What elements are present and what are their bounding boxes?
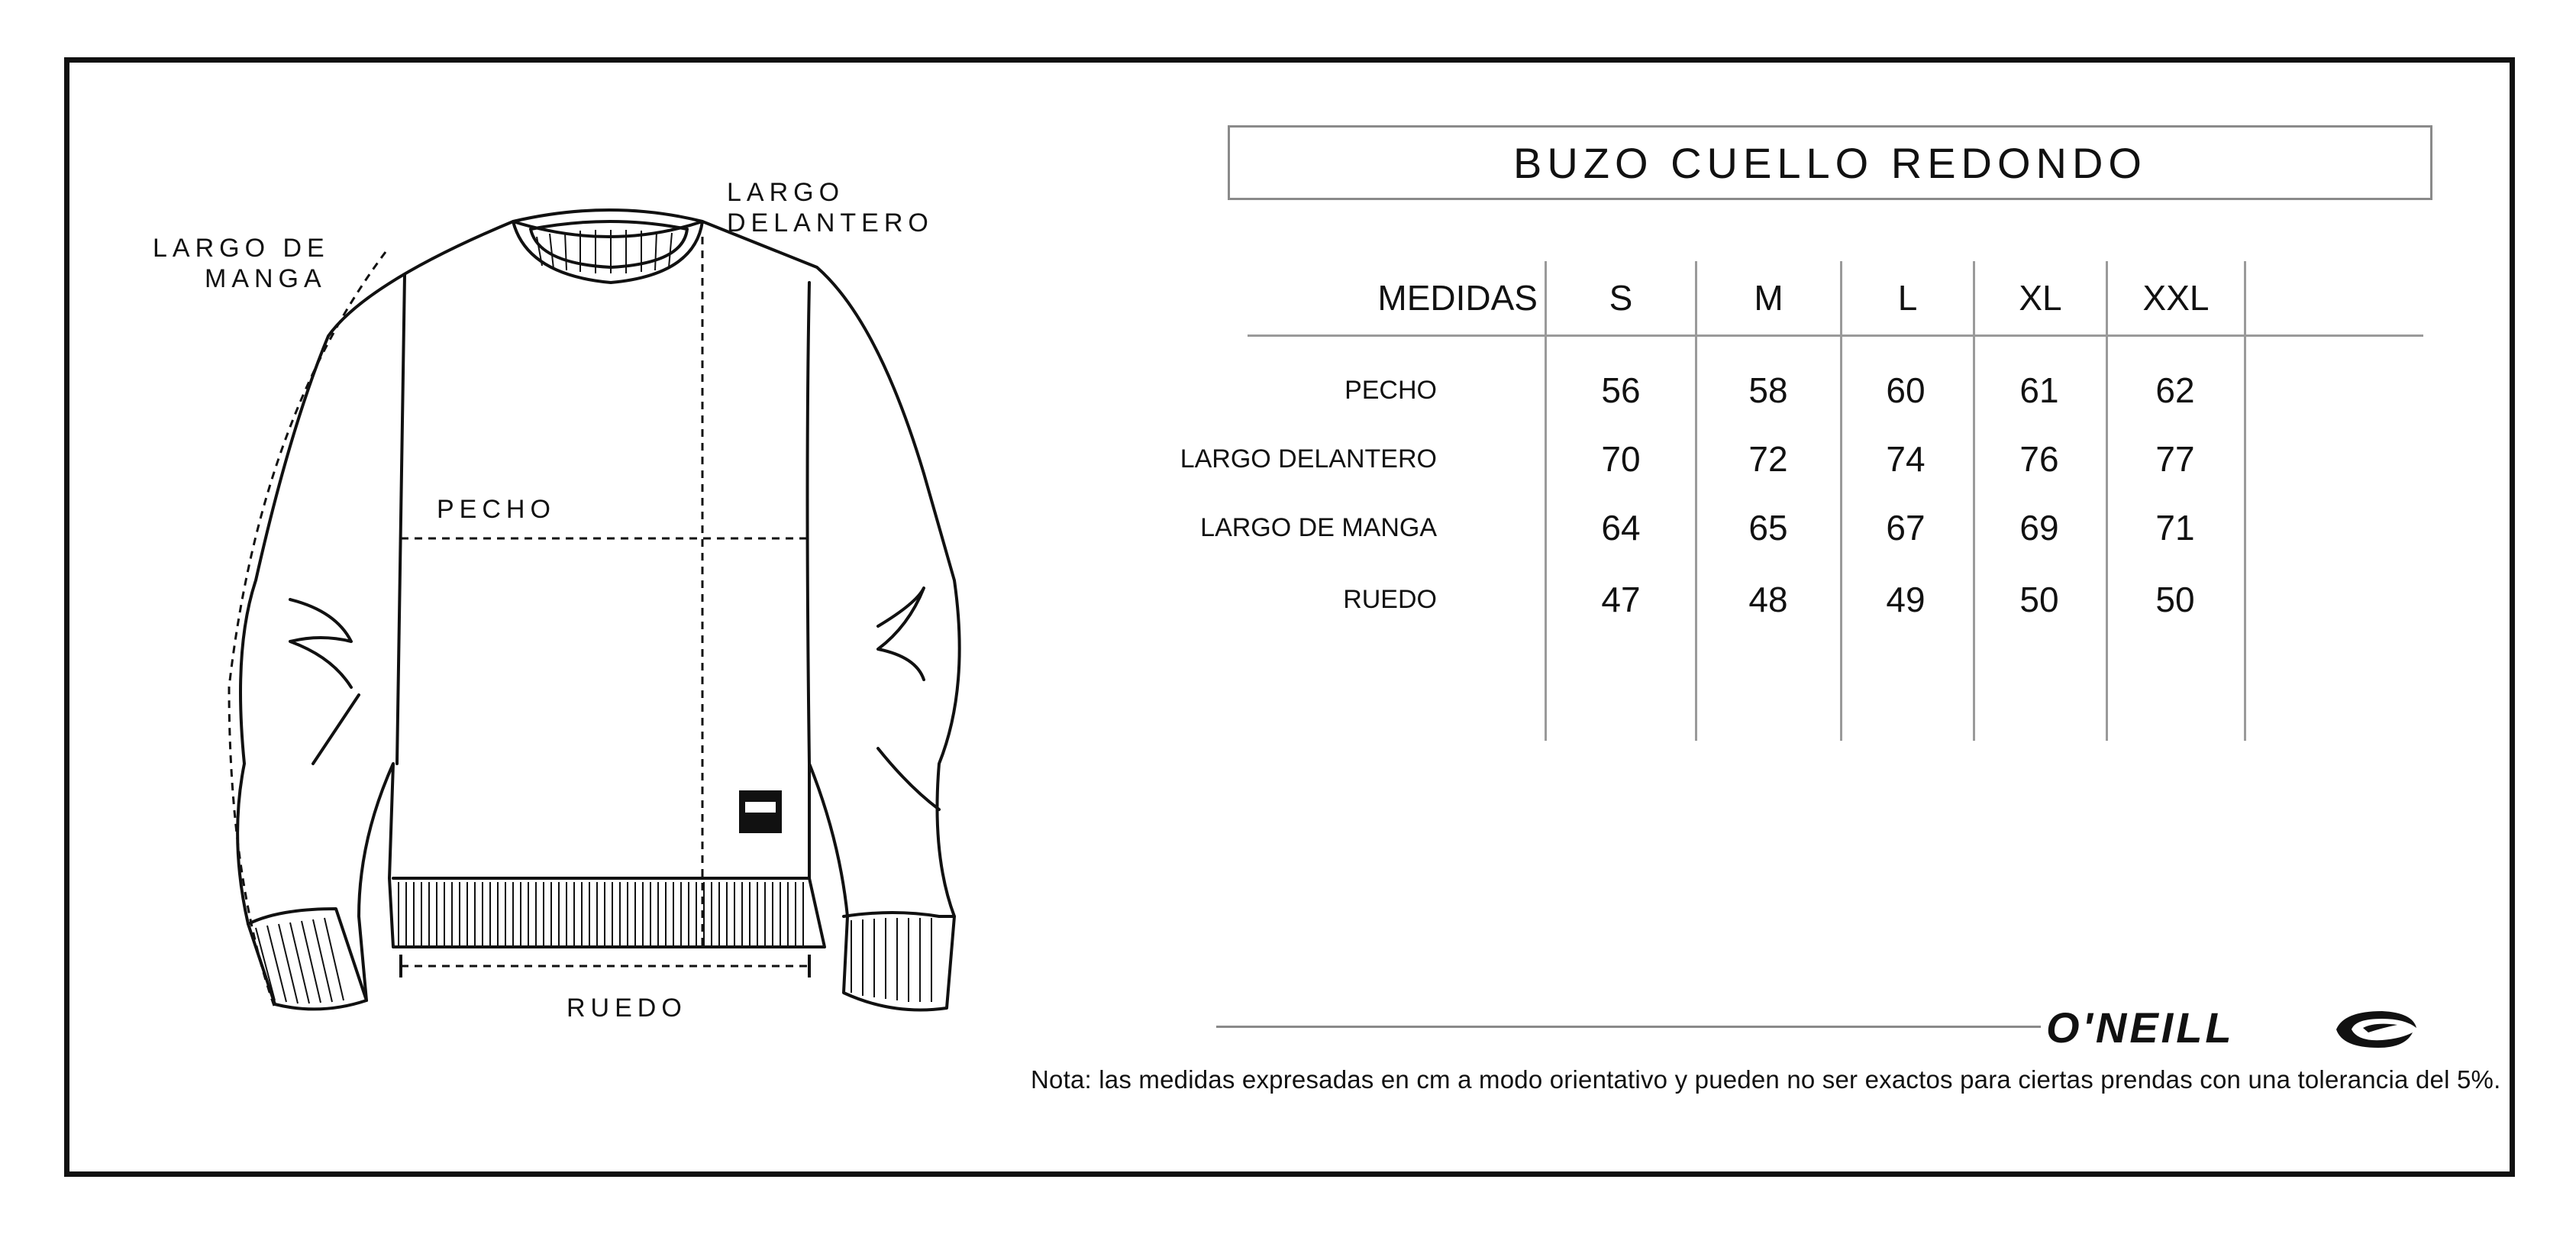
header-size: L [1897,278,1918,318]
table-cell: 58 [1748,370,1788,410]
row-label: RUEDO [1343,585,1437,614]
disclaimer-note: Nota: las medidas expresadas en cm a modo orientativo y pueden no ser exactos para ciertas prendas con una tolerancia del 5%. [1031,1065,2501,1094]
table-cell: 61 [2019,370,2059,410]
table-cell: 60 [1886,370,1926,410]
chart-title: BUZO CUELLO REDONDO [1228,125,2432,200]
header-size: XL [2019,278,2062,318]
table-cell: 72 [1748,439,1788,479]
table-cell: 56 [1601,370,1641,410]
header-divider [1248,334,2423,337]
row-label: LARGO DELANTERO [1180,444,1437,473]
table-cell: 50 [2019,580,2059,619]
table-divider [2244,261,2246,741]
table-cell: 64 [1601,508,1641,548]
label-ruedo: RUEDO [567,994,687,1023]
table-cell: 62 [2155,370,2195,410]
table-cell: 74 [1886,439,1926,479]
wave-icon [2329,1005,2420,1051]
label-largo-delantero-line1: LARGO [727,178,845,207]
header-size: M [1754,278,1784,318]
table-cell: 67 [1886,508,1926,548]
table-cell: 76 [2019,439,2059,479]
label-largo-delantero-line2: DELANTERO [727,208,934,238]
table-cell: 50 [2155,580,2195,619]
table-cell: 48 [1748,580,1788,619]
label-largo-de-manga-line2: MANGA [205,264,327,293]
label-largo-de-manga-line1: LARGO DE [153,234,330,263]
table-divider [1973,261,1975,741]
header-medidas: MEDIDAS [1377,278,1538,318]
header-size: XXL [2142,278,2210,318]
header-size: S [1609,278,1633,318]
table-cell: 77 [2155,439,2195,479]
table-cell: 69 [2019,508,2059,548]
table-cell: 47 [1601,580,1641,619]
table-divider [2106,261,2108,741]
table-cell: 65 [1748,508,1788,548]
footer-divider [1216,1026,2041,1028]
label-pecho: PECHO [437,495,556,524]
table-cell: 49 [1886,580,1926,619]
table-divider [1695,261,1697,741]
row-label: LARGO DE MANGA [1200,513,1437,542]
table-cell: 71 [2155,508,2195,548]
table-cell: 70 [1601,439,1641,479]
table-divider [1545,261,1547,741]
brand-logo-text: O'NEILL [2046,1003,2235,1052]
row-label: PECHO [1344,376,1437,405]
table-divider [1840,261,1842,741]
size-table [1180,261,2423,741]
